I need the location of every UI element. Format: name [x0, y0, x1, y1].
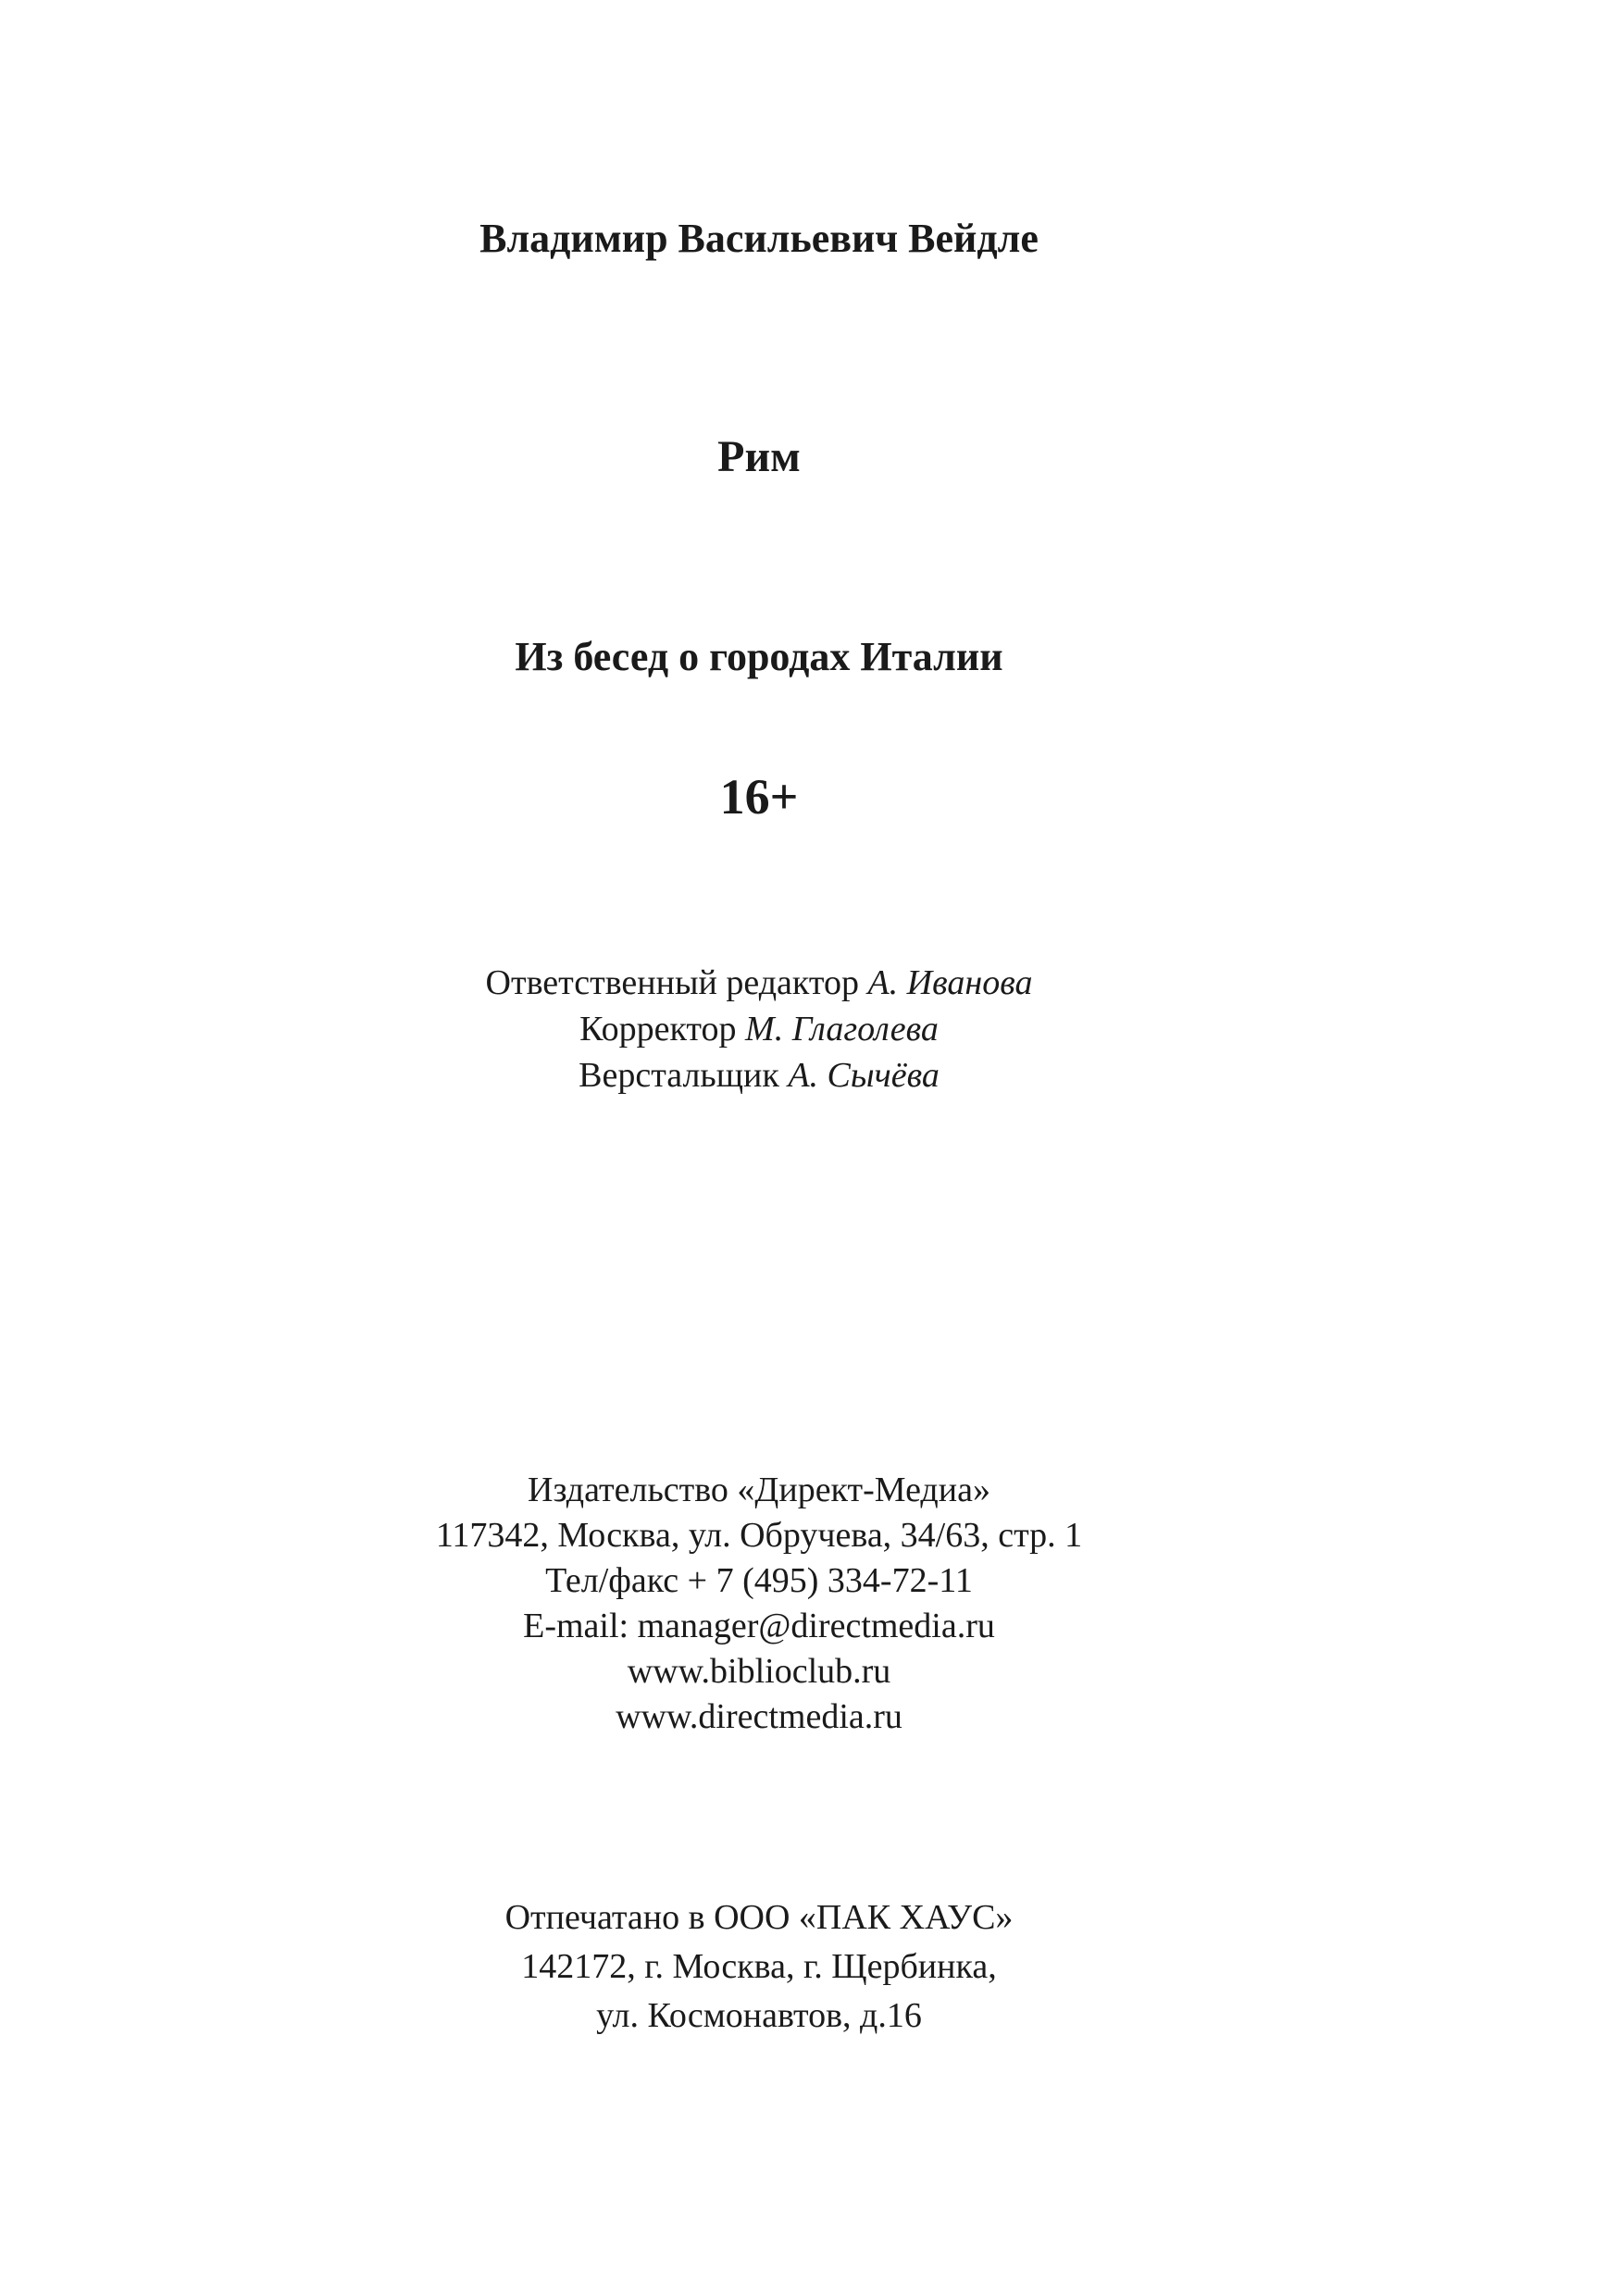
- printer-address-street: ул. Космонавтов, д.16: [596, 1996, 922, 2035]
- publisher-site-directmedia: www.directmedia.ru: [616, 1697, 902, 1736]
- book-subtitle: Из бесед о городах Италии: [515, 634, 1003, 679]
- printer-address-city: 142172, г. Москва, г. Щербинка,: [521, 1947, 997, 1986]
- printer-name: Отпечатано в ООО «ПАК ХАУС»: [504, 1898, 1014, 1937]
- age-rating: 16+: [719, 769, 799, 825]
- credit-role: Корректор: [579, 1010, 737, 1049]
- publisher-name: Издательство «Директ-Медиа»: [528, 1471, 990, 1509]
- credit-role: Верстальщик: [579, 1056, 779, 1095]
- credit-person: М. Глаголева: [745, 1010, 939, 1049]
- publisher-address: 117342, Москва, ул. Обручева, 34/63, стр. 1: [435, 1516, 1083, 1555]
- publisher-site-biblioclub: www.biblioclub.ru: [627, 1652, 891, 1691]
- credit-typesetter: [0, 1055, 1518, 1096]
- credit-editor: [0, 962, 1518, 1003]
- credit-role: Ответственный редактор: [485, 963, 859, 1002]
- credit-person: А. Иванова: [867, 963, 1033, 1002]
- author-name: Владимир Васильевич Вейдле: [479, 216, 1039, 261]
- publisher-email: E-mail: manager@directmedia.ru: [523, 1607, 995, 1645]
- book-title: Рим: [717, 432, 801, 481]
- publisher-phone: Тел/факс + 7 (495) 334-72-11: [545, 1561, 973, 1600]
- credit-person: А. Сычёва: [788, 1056, 940, 1095]
- credit-proofreader: [0, 1009, 1518, 1049]
